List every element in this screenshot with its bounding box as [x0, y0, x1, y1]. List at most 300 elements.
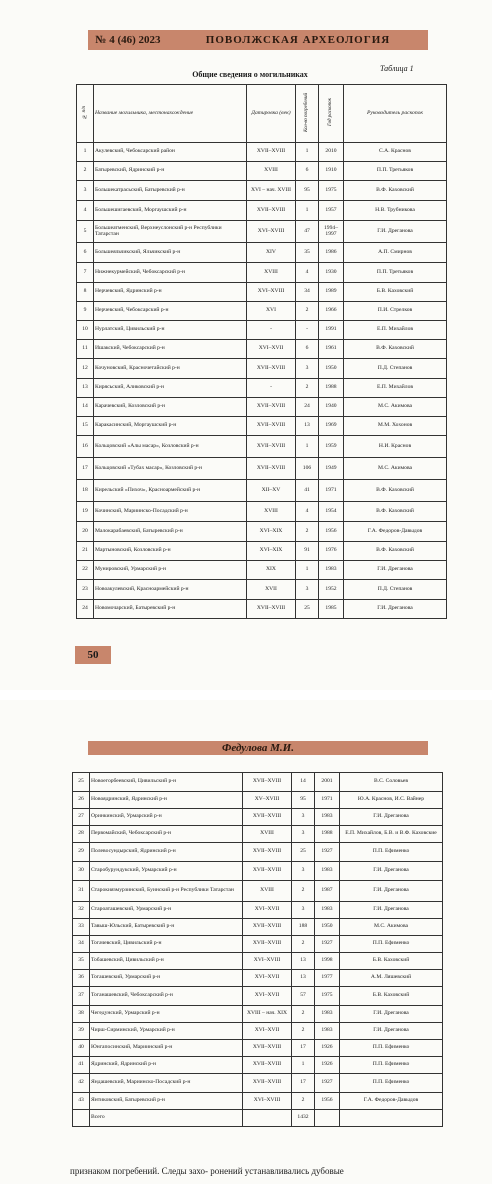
excavation-year: 1927	[315, 1074, 340, 1093]
dating: XVIII	[243, 826, 292, 843]
row-no: 42	[73, 1074, 90, 1093]
table-row	[73, 987, 443, 1006]
table-row	[73, 773, 443, 792]
excavation-leader: Г.И. Дреганова	[340, 809, 443, 826]
burial-count: 3	[292, 862, 315, 881]
dating: XVII–XVIII	[247, 143, 296, 162]
burial-count: 1	[292, 1057, 315, 1074]
table-row	[77, 302, 447, 321]
col-header-date: Датировка (век)	[247, 85, 296, 143]
site-name: Тавыш-Юльский, Батыревский р-н	[90, 919, 243, 936]
row-no: 13	[77, 379, 94, 398]
burial-count: 13	[296, 417, 319, 436]
burial-count: 13	[292, 953, 315, 970]
site-name: Каракасинский, Моргаушский р-н	[94, 417, 247, 436]
row-no: 21	[77, 542, 94, 561]
excavation-year: 1927	[315, 843, 340, 862]
row-no: 22	[77, 561, 94, 580]
excavation-leader: П.Д. Степанов	[344, 580, 447, 600]
row-no: 11	[77, 340, 94, 359]
excavation-leader: В.Ф. Каховский	[344, 181, 447, 201]
site-name: Нурлатский, Цивильский р-н	[94, 321, 247, 340]
excavation-year: 1957	[319, 201, 344, 221]
burial-count: 95	[292, 792, 315, 809]
table-row	[77, 480, 447, 502]
table-row	[77, 542, 447, 561]
row-no: 43	[73, 1093, 90, 1110]
table-title: Общие сведения о могильниках	[192, 70, 308, 79]
site-name: Всего	[90, 1110, 243, 1127]
table-row	[77, 398, 447, 417]
table-row	[77, 502, 447, 522]
excavation-year: 1950	[315, 919, 340, 936]
excavation-leader: Е.П. Михайлов	[344, 379, 447, 398]
site-name: Юнгапосинский, Мариинский р-н	[90, 1040, 243, 1057]
table-row	[73, 953, 443, 970]
excavation-leader: Е.П. Михайлов, Б.В. и В.Ф. Каховские	[340, 826, 443, 843]
site-name: Большеяльчикский, Яльчикский р-н	[94, 243, 247, 263]
excavation-leader: Г.И. Дреганова	[344, 561, 447, 580]
burial-count: 14	[292, 773, 315, 792]
row-no: 29	[73, 843, 90, 862]
row-no: 26	[73, 792, 90, 809]
row-no: 5	[77, 221, 94, 243]
col-header-no: № п/п	[77, 85, 94, 143]
excavation-leader: В.Ф. Каховский	[344, 480, 447, 502]
burial-count: 1	[296, 436, 319, 458]
excavation-year: 1983	[315, 862, 340, 881]
excavation-year: 1961	[319, 340, 344, 359]
burial-count: 91	[296, 542, 319, 561]
burial-count: 1	[296, 561, 319, 580]
site-name: Тогачевский, Цивильский р-н	[90, 936, 243, 953]
dating: XVII–XVIII	[247, 600, 296, 619]
row-no: 1	[77, 143, 94, 162]
burial-count: 2	[292, 1006, 315, 1023]
body-text-fragment: признаком погребений. Следы захо- ронений устанавливались дубовые	[70, 1166, 344, 1176]
site-name: Старобурундукский, Урмарский р-н	[90, 862, 243, 881]
excavation-year: 1983	[315, 1023, 340, 1040]
dating: XVIII	[247, 162, 296, 181]
table-row	[77, 143, 447, 162]
site-name: Первомайский, Чебоксарский р-н	[90, 826, 243, 843]
table-row	[77, 181, 447, 201]
site-name: Яндашевский, Мариинско-Посадский р-н	[90, 1074, 243, 1093]
site-name: Новомочарский, Батыревский р-н	[94, 600, 247, 619]
excavation-leader: П.П. Третьяков	[344, 162, 447, 181]
author-name: Федулова М.И.	[222, 742, 294, 754]
dating: XIV	[247, 243, 296, 263]
dating: XVII–XVIII	[247, 436, 296, 458]
dating: XVII–XVIII	[243, 773, 292, 792]
dating: XVI–XVII	[243, 1023, 292, 1040]
burial-count: 57	[292, 987, 315, 1006]
dating: XVI–XVIII	[243, 953, 292, 970]
dating: XVII–XVIII	[243, 1057, 292, 1074]
burial-count: 34	[296, 283, 319, 302]
site-name: Ишакский, Чебоксарский р-н	[94, 340, 247, 359]
excavation-year: 1927	[315, 936, 340, 953]
site-name: Тоганашевский, Чебоксарский р-н	[90, 987, 243, 1006]
table-row	[73, 809, 443, 826]
excavation-year: 1983	[315, 809, 340, 826]
table-row	[77, 263, 447, 283]
excavation-year: 1975	[319, 181, 344, 201]
excavation-year: 1998	[315, 953, 340, 970]
dating: XVII–XVIII	[243, 1074, 292, 1093]
excavation-leader: А.П. Смирнов	[344, 243, 447, 263]
dating: -	[247, 321, 296, 340]
excavation-leader: П.Д. Степанов	[344, 359, 447, 379]
table-row	[77, 561, 447, 580]
site-name: Кочуновский, Красночетайский р-н	[94, 359, 247, 379]
dating: XVI–XVII	[243, 987, 292, 1006]
dating: XVI–XVII	[243, 970, 292, 987]
site-name: Чегедунский, Урмарский р-н	[90, 1006, 243, 1023]
dating: XVII–XVIII	[243, 1040, 292, 1057]
site-name: Мартыновский, Козловский р-н	[94, 542, 247, 561]
table-row	[73, 1074, 443, 1093]
table-row	[73, 1023, 443, 1040]
site-name: Ядринский, Ядринский р-н	[90, 1057, 243, 1074]
table-row	[77, 162, 447, 181]
table-row	[73, 862, 443, 881]
dating: XVI – нач. XVIII	[247, 181, 296, 201]
dating: XVII–XVIII	[247, 398, 296, 417]
table-row	[77, 221, 447, 243]
table-row	[77, 283, 447, 302]
table-row	[77, 417, 447, 436]
excavation-year: 1940	[319, 398, 344, 417]
dating: XVI–XVIII	[243, 1093, 292, 1110]
table-row	[73, 936, 443, 953]
dating: XVII–XVIII	[243, 936, 292, 953]
burial-count: 41	[296, 480, 319, 502]
col-header-name: Название могильника, местонахождение	[94, 85, 247, 143]
excavation-year: 1986	[319, 243, 344, 263]
excavation-leader: Б.В. Каховский	[344, 283, 447, 302]
col-header-count: Кол-во погребений	[296, 85, 319, 143]
excavation-leader: Н.И. Краснов	[344, 436, 447, 458]
burial-count: 3	[296, 580, 319, 600]
burial-count: 6	[296, 340, 319, 359]
site-name: Нерчевский, Ядринский р-н	[94, 283, 247, 302]
burial-count: 17	[292, 1040, 315, 1057]
dating: XVII–XVIII	[247, 458, 296, 480]
row-no: 25	[73, 773, 90, 792]
table-row	[77, 201, 447, 221]
table-row	[73, 1057, 443, 1074]
excavation-leader: Г.И. Дреганова	[340, 902, 443, 919]
dating: XVII	[247, 580, 296, 600]
table-row	[73, 881, 443, 902]
table-row	[77, 379, 447, 398]
excavation-year: 1971	[319, 480, 344, 502]
table-row	[73, 1040, 443, 1057]
table-row	[73, 792, 443, 809]
row-no: 9	[77, 302, 94, 321]
excavation-leader: Б.В. Каховский	[340, 987, 443, 1006]
row-no: 8	[77, 283, 94, 302]
excavation-year: 1985	[319, 600, 344, 619]
site-name: Кольцовский «Тубах масар», Козловский р-н	[94, 458, 247, 480]
row-no: 28	[73, 826, 90, 843]
row-no: 31	[73, 881, 90, 902]
dating: XV–XVIII	[243, 792, 292, 809]
row-no: 30	[73, 862, 90, 881]
row-no: 20	[77, 522, 94, 542]
dating: XVII–XVIII	[243, 862, 292, 881]
excavation-leader: М.С. Акимова	[344, 458, 447, 480]
excavation-year: 1991	[319, 321, 344, 340]
dating: XVIII	[243, 881, 292, 902]
burial-count: 2	[292, 881, 315, 902]
table-row	[73, 1006, 443, 1023]
excavation-year: 1989	[319, 283, 344, 302]
row-no: 3	[77, 181, 94, 201]
row-no: 40	[73, 1040, 90, 1057]
excavation-year: 1971	[315, 792, 340, 809]
table-row	[77, 243, 447, 263]
excavation-leader: П.П. Ефименко	[340, 936, 443, 953]
dating: XVI	[247, 302, 296, 321]
table-row	[73, 826, 443, 843]
burial-count: 6	[296, 162, 319, 181]
excavation-year: 1910	[319, 162, 344, 181]
burial-count: 188	[292, 919, 315, 936]
table-row	[73, 919, 443, 936]
excavation-year: 1988	[319, 379, 344, 398]
excavation-year: 1956	[319, 522, 344, 542]
row-no: 14	[77, 398, 94, 417]
burial-count: 106	[296, 458, 319, 480]
row-no: 2	[77, 162, 94, 181]
site-name: Оринкинский, Урмарский р-н	[90, 809, 243, 826]
col-header-leaders: Руководитель раскопок	[344, 85, 447, 143]
burial-count: 3	[292, 809, 315, 826]
dating: XVIII – нач. XIX	[243, 1006, 292, 1023]
burial-count: 1432	[292, 1110, 315, 1127]
excavation-year: 1988	[315, 826, 340, 843]
burial-count: 2	[292, 936, 315, 953]
dating: XII–XV	[247, 480, 296, 502]
dating: XVII–XVIII	[243, 919, 292, 936]
excavation-leader: А.М. Ляшевский	[340, 970, 443, 987]
table-row	[73, 1093, 443, 1110]
row-no: 27	[73, 809, 90, 826]
excavation-year: 2001	[315, 773, 340, 792]
row-no: 12	[77, 359, 94, 379]
row-no: 10	[77, 321, 94, 340]
site-name: Кирельский «Пихоч», Красноармейский р-н	[94, 480, 247, 502]
dating: XVIII	[247, 263, 296, 283]
excavation-leader: М.С. Акимова	[340, 919, 443, 936]
excavation-leader: В.С. Соловьев	[340, 773, 443, 792]
table-row	[73, 843, 443, 862]
excavation-leader: Г.И. Дреганова	[340, 1023, 443, 1040]
row-no: 35	[73, 953, 90, 970]
excavation-leader: Г.А. Федоров-Давыдов	[344, 522, 447, 542]
dating: XVIII	[247, 502, 296, 522]
issue-number: № 4 (46) 2023	[95, 34, 161, 46]
burial-count: 3	[296, 359, 319, 379]
excavation-leader: Г.И. Дреганова	[340, 881, 443, 902]
site-name: Тогашевский, Урмарский р-н	[90, 970, 243, 987]
excavation-leader: Г.И. Дреганова	[340, 862, 443, 881]
row-no: 7	[77, 263, 94, 283]
excavation-year	[315, 1110, 340, 1127]
excavation-leader: П.П. Ефименко	[340, 1057, 443, 1074]
journal-header-band	[88, 30, 428, 50]
row-no: 23	[77, 580, 94, 600]
table-row	[77, 458, 447, 480]
excavation-leader: Г.И. Дреганова	[340, 1006, 443, 1023]
excavation-leader	[340, 1110, 443, 1127]
page-number: 50	[75, 646, 111, 664]
author-header-band	[88, 741, 428, 755]
site-name: Большекатрасьский, Батыревский р-н	[94, 181, 247, 201]
burial-count: 2	[296, 522, 319, 542]
site-name: Кольцовский «Алы масар», Козловский р-н	[94, 436, 247, 458]
excavation-leader: С.А. Краснов	[344, 143, 447, 162]
dating: XVII–XVIII	[243, 843, 292, 862]
excavation-year: 1977	[315, 970, 340, 987]
journal-title: ПОВОЛЖСКАЯ АРХЕОЛОГИЯ	[205, 34, 391, 46]
table-row	[73, 902, 443, 919]
row-no	[73, 1110, 90, 1127]
excavation-leader: Ю.А. Краснов, И.С. Вайнер	[340, 792, 443, 809]
burial-count: 24	[296, 398, 319, 417]
table-row	[73, 970, 443, 987]
dating: XVI–XVII	[243, 902, 292, 919]
burial-count: 1	[296, 201, 319, 221]
dating	[243, 1110, 292, 1127]
site-name: Староаташевский, Урмарский р-н	[90, 902, 243, 919]
table-row	[77, 321, 447, 340]
excavation-year: 1959	[319, 436, 344, 458]
dating: -	[247, 379, 296, 398]
dating: XVI–XVIII	[247, 283, 296, 302]
excavation-year: 1987	[315, 881, 340, 902]
excavation-year: 1969	[319, 417, 344, 436]
site-name: Чирш-Сирминский, Урмарский р-н	[90, 1023, 243, 1040]
burial-count: 2	[296, 302, 319, 321]
excavation-year: 1976	[319, 542, 344, 561]
dating: XVI–XIX	[247, 522, 296, 542]
excavation-year: 1926	[315, 1057, 340, 1074]
table-row	[77, 340, 447, 359]
site-name: Новоегорбеевский, Цивильский р-н	[90, 773, 243, 792]
row-no: 36	[73, 970, 90, 987]
sites-table-part-1	[76, 84, 447, 619]
row-no: 19	[77, 502, 94, 522]
site-name: Карачевский, Козловский р-н	[94, 398, 247, 417]
burial-count: 2	[292, 1093, 315, 1110]
burial-count: 2	[296, 379, 319, 398]
row-no: 34	[73, 936, 90, 953]
dating: XVII–XVIII	[247, 201, 296, 221]
site-name: Тобашевский, Цивильский р-н	[90, 953, 243, 970]
excavation-year: 2010	[319, 143, 344, 162]
burial-count: 4	[296, 502, 319, 522]
excavation-year: 1949	[319, 458, 344, 480]
row-no: 39	[73, 1023, 90, 1040]
site-name: Большеатменский, Верхнеуслонский р-н Республики Татарстан	[94, 221, 247, 243]
site-name: Акулевский, Чебоксарский район	[94, 143, 247, 162]
excavation-year: 1966	[319, 302, 344, 321]
table-row	[77, 359, 447, 379]
excavation-leader: П.П. Ефименко	[340, 843, 443, 862]
table-row	[77, 522, 447, 542]
row-no: 4	[77, 201, 94, 221]
site-name: Полевосундырский, Ядринский р-н	[90, 843, 243, 862]
dating: XVII–XVIII	[247, 417, 296, 436]
burial-count: 25	[296, 600, 319, 619]
dating: XVII–XVIII	[243, 809, 292, 826]
dating: XVII–XVIII	[247, 359, 296, 379]
excavation-leader: В.Ф. Каховский	[344, 502, 447, 522]
excavation-leader: П.П. Ефименко	[340, 1074, 443, 1093]
excavation-year: 1952	[319, 580, 344, 600]
excavation-leader: П.П. Третьяков	[344, 263, 447, 283]
site-name: Нижнекурмейский, Чебоксарский р-н	[94, 263, 247, 283]
burial-count: 35	[296, 243, 319, 263]
excavation-leader: В.Ф. Каховский	[344, 340, 447, 359]
row-no: 18	[77, 480, 94, 502]
table-label: Таблица 1	[380, 64, 414, 73]
dating: XIX	[247, 561, 296, 580]
site-name: Новоакулевский, Красноармейский р-н	[94, 580, 247, 600]
site-name: Кочинский, Мариинско-Посадский р-н	[94, 502, 247, 522]
site-name: Старокиязмурзинский, Буинский р-н Республики Татарстан	[90, 881, 243, 902]
row-no: 15	[77, 417, 94, 436]
burial-count: 17	[292, 1074, 315, 1093]
burial-count: 3	[292, 902, 315, 919]
excavation-leader: Г.И. Дреганова	[344, 600, 447, 619]
row-no: 37	[73, 987, 90, 1006]
excavation-leader: М.С. Акимова	[344, 398, 447, 417]
sites-table-part-2	[72, 772, 443, 1127]
excavation-leader: П.И. Стрелков	[344, 302, 447, 321]
dating: XVI–XVIII	[247, 221, 296, 243]
row-no: 6	[77, 243, 94, 263]
table-row	[73, 1110, 443, 1127]
excavation-year: 1994–1997	[319, 221, 344, 243]
excavation-leader: М.М. Хохонов	[344, 417, 447, 436]
burial-count: 2	[292, 1023, 315, 1040]
excavation-year: 1983	[315, 1006, 340, 1023]
excavation-leader: Б.В. Каховский	[340, 953, 443, 970]
site-name: Нерчевский, Чебоксарский р-н	[94, 302, 247, 321]
excavation-year: 1983	[315, 902, 340, 919]
excavation-leader: В.Ф. Каховский	[344, 542, 447, 561]
row-no: 32	[73, 902, 90, 919]
excavation-year: 1950	[319, 359, 344, 379]
table-row	[77, 580, 447, 600]
burial-count: 1	[296, 143, 319, 162]
row-no: 41	[73, 1057, 90, 1074]
excavation-leader: Е.П. Михайлов	[344, 321, 447, 340]
site-name: Янтиковский, Батыревский р-н	[90, 1093, 243, 1110]
burial-count: 3	[292, 826, 315, 843]
excavation-year: 1954	[319, 502, 344, 522]
site-name: Мунировский, Урмарский р-н	[94, 561, 247, 580]
table-1-body	[77, 143, 447, 619]
excavation-leader: Н.В. Трубникова	[344, 201, 447, 221]
table-2-body	[73, 773, 443, 1127]
burial-count: 95	[296, 181, 319, 201]
site-name: Кирясьский, Аликовский р-н	[94, 379, 247, 398]
